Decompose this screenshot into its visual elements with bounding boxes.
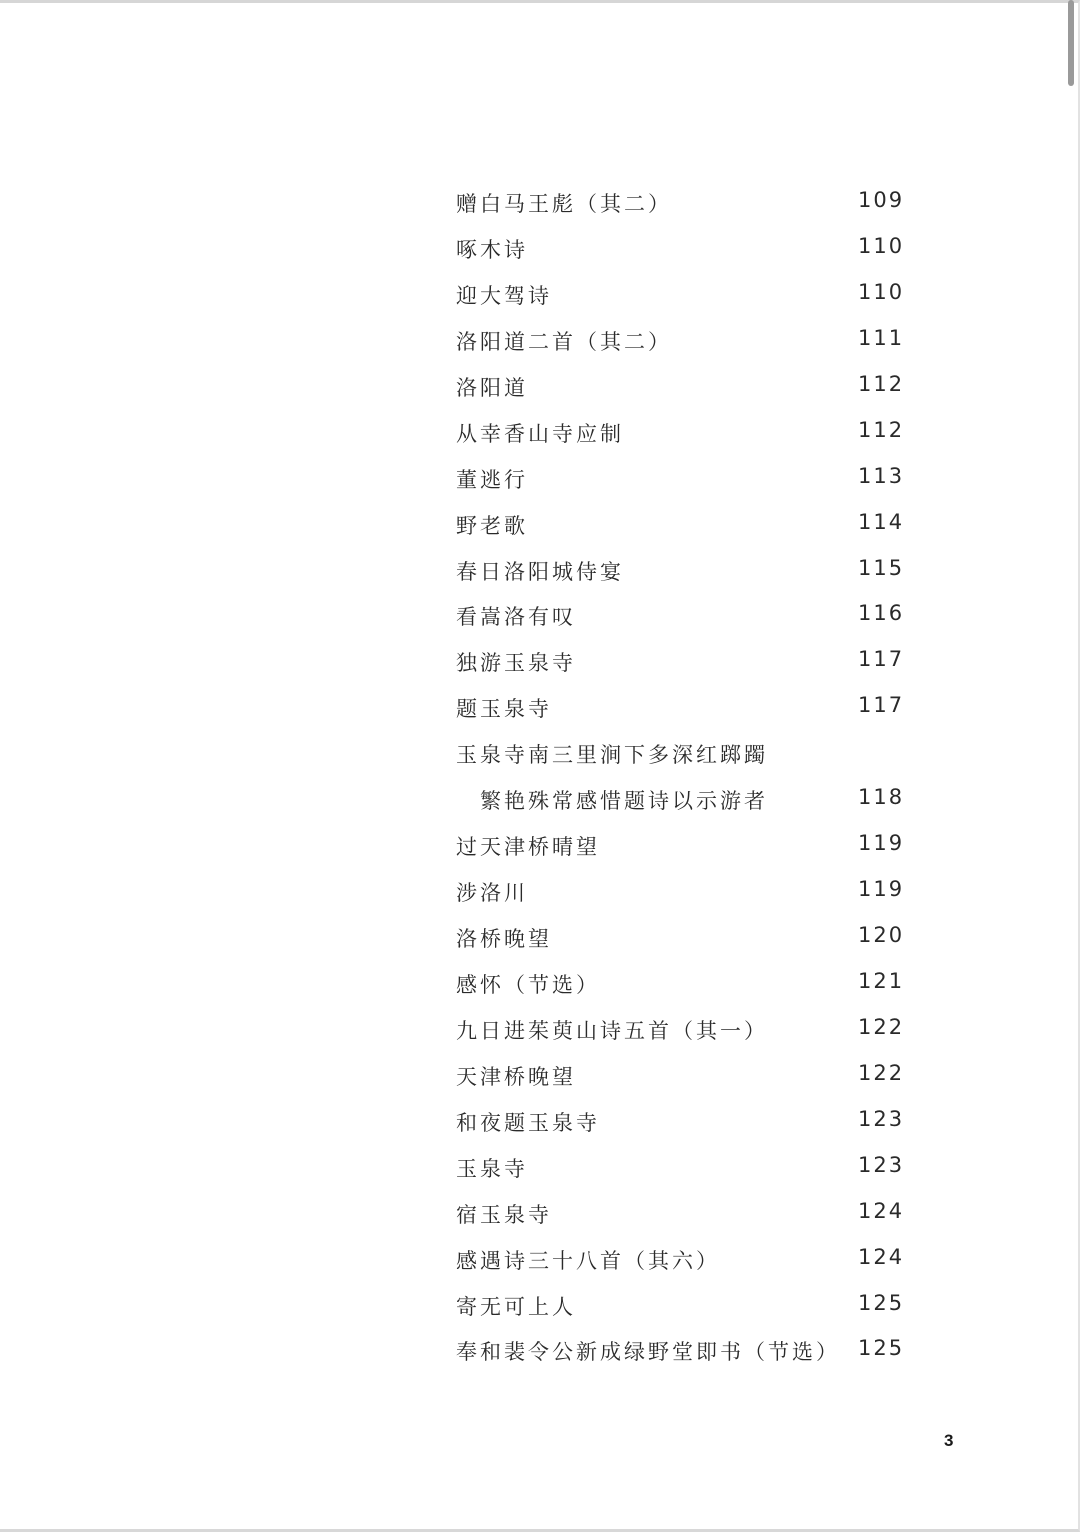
toc-entry-title: 宿玉泉寺 (456, 1202, 552, 1227)
table-of-contents (456, 182, 916, 1376)
toc-entry-title: 繁艳殊常感惜题诗以示游者 (480, 789, 768, 814)
toc-entry-title: 涉洛川 (456, 881, 528, 906)
toc-entry-title: 感怀（节选） (456, 972, 600, 997)
toc-entry[interactable] (456, 1285, 916, 1331)
toc-entry[interactable] (456, 1009, 916, 1055)
toc-entry-page: 122 (858, 1014, 905, 1039)
toc-entry-page: 116 (858, 601, 905, 626)
toc-entry[interactable] (456, 1239, 916, 1285)
toc-entry-page: 123 (858, 1106, 905, 1131)
toc-entry[interactable] (456, 1101, 916, 1147)
toc-entry-title: 寄无可上人 (456, 1294, 576, 1319)
toc-entry-title: 啄木诗 (456, 237, 528, 262)
toc-entry[interactable] (456, 595, 916, 641)
page-number: 3 (944, 1431, 954, 1450)
toc-entry-page: 124 (858, 1198, 905, 1223)
toc-entry[interactable] (456, 412, 916, 458)
toc-entry-title: 从幸香山寺应制 (456, 421, 624, 446)
toc-entry-title: 和夜题玉泉寺 (456, 1110, 600, 1135)
toc-entry-page: 121 (858, 968, 905, 993)
toc-entry[interactable] (456, 182, 916, 228)
toc-entry-page: 112 (858, 371, 905, 396)
toc-entry-title: 看嵩洛有叹 (456, 605, 576, 630)
toc-entry[interactable] (456, 1147, 916, 1193)
toc-entry-page: 115 (858, 555, 905, 580)
toc-entry-title: 题玉泉寺 (456, 697, 552, 722)
toc-entry[interactable] (456, 320, 916, 366)
toc-entry[interactable] (456, 550, 916, 596)
toc-entry[interactable] (456, 963, 916, 1009)
toc-entry-title: 九日进茱萸山诗五首（其一） (456, 1018, 768, 1043)
toc-entry[interactable] (456, 366, 916, 412)
toc-entry-page: 123 (858, 1152, 905, 1177)
toc-entry-page: 122 (858, 1060, 905, 1085)
toc-entry-page: 125 (858, 1336, 905, 1361)
toc-entry-page: 125 (858, 1290, 905, 1315)
toc-entry-title: 野老歌 (456, 513, 528, 538)
toc-entry-title: 董逃行 (456, 467, 528, 492)
toc-entry[interactable] (456, 458, 916, 504)
toc-entry[interactable] (456, 687, 916, 733)
scrollbar-thumb[interactable] (1068, 0, 1074, 86)
toc-entry-title: 赠白马王彪（其二） (456, 192, 672, 216)
toc-entry-title: 独游玉泉寺 (456, 651, 576, 676)
toc-entry-page: 110 (858, 233, 905, 258)
toc-entry-title: 洛阳道 (456, 375, 528, 400)
toc-entry-title: 玉泉寺南三里涧下多深红踯躅 (456, 743, 768, 768)
toc-entry[interactable] (456, 917, 916, 963)
toc-entry-page: 117 (858, 647, 905, 672)
toc-entry-page: 114 (858, 509, 905, 534)
toc-entry[interactable] (456, 871, 916, 917)
toc-entry-page: 119 (858, 877, 905, 902)
toc-entry[interactable] (456, 779, 916, 825)
toc-entry[interactable] (456, 1330, 916, 1376)
toc-entry-title: 玉泉寺 (456, 1156, 528, 1181)
toc-entry-title: 迎大驾诗 (456, 283, 552, 308)
toc-entry[interactable] (456, 641, 916, 687)
toc-entry-page: 120 (858, 923, 905, 947)
toc-entry[interactable] (456, 228, 916, 274)
toc-entry[interactable] (456, 825, 916, 871)
toc-entry[interactable] (456, 733, 916, 779)
toc-entry-page: 117 (858, 693, 905, 718)
toc-entry-title: 洛阳道二首（其二） (456, 329, 672, 354)
toc-entry-page: 113 (858, 463, 905, 488)
toc-entry[interactable] (456, 1055, 916, 1101)
toc-entry-page: 111 (858, 325, 905, 350)
toc-entry[interactable] (456, 1193, 916, 1239)
toc-entry-page: 109 (858, 188, 905, 212)
toc-entry-title: 感遇诗三十八首（其六） (456, 1248, 720, 1273)
toc-entry-title: 春日洛阳城侍宴 (456, 559, 624, 584)
toc-entry-title: 洛桥晚望 (456, 927, 552, 951)
toc-entry-page: 118 (858, 785, 905, 810)
toc-entry-title: 奉和裴令公新成绿野堂即书（节选） (456, 1340, 840, 1365)
toc-entry-page: 112 (858, 417, 905, 442)
toc-entry-page: 124 (858, 1244, 905, 1269)
toc-entry-page: 110 (858, 279, 905, 304)
toc-entry-title: 过天津桥晴望 (456, 835, 600, 860)
toc-entry-title: 天津桥晚望 (456, 1064, 576, 1089)
toc-entry-page: 119 (858, 831, 905, 856)
toc-entry[interactable] (456, 504, 916, 550)
toc-entry[interactable] (456, 274, 916, 320)
